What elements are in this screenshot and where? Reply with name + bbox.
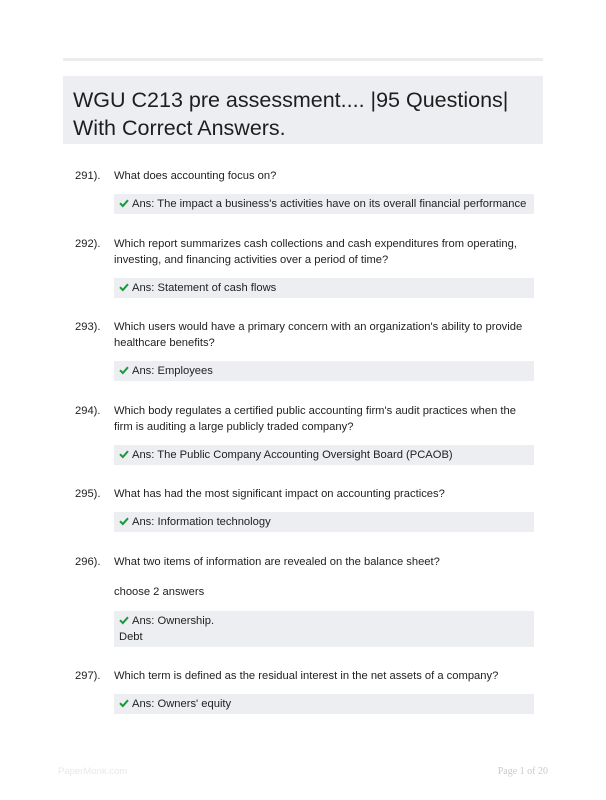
question-text: Which term is defined as the residual interest in the net assets of a company? (114, 670, 499, 682)
question-note: choose 2 answers (114, 586, 205, 598)
answer-box (114, 611, 534, 647)
answer-text: Ans: Statement of cash flows (132, 282, 277, 294)
answer-box (114, 278, 534, 298)
page-title: WGU C213 pre assessment.... |95 Questions| With Correct Answers. (73, 88, 509, 140)
check-icon (119, 615, 129, 625)
question-number: 295). (75, 488, 101, 500)
title-banner (63, 76, 543, 144)
answer-text-line2: Debt (119, 631, 143, 643)
question-number: 294). (75, 405, 101, 417)
question-number: 296). (75, 556, 101, 568)
check-icon (119, 449, 129, 459)
question-number: 293). (75, 321, 101, 333)
answer-text: Ans: The Public Company Accounting Oversight Board (PCAOB) (132, 449, 453, 461)
check-icon (119, 365, 129, 375)
check-icon (119, 698, 129, 708)
question-text: What has had the most significant impact on accounting practices? (114, 488, 445, 500)
answer-box (114, 694, 534, 714)
answer-box (114, 445, 534, 465)
question-number: 292). (75, 238, 101, 250)
question-text: What does accounting focus on? (114, 170, 277, 182)
check-icon (119, 516, 129, 526)
question-number: 291). (75, 170, 101, 182)
answer-box (114, 361, 534, 381)
question-text: Which report summarizes cash collections and cash expenditures from operating, investing, and financing activities over a period of time? (114, 238, 517, 266)
answer-text: Ans: Ownership. (132, 615, 215, 627)
top-divider (63, 58, 543, 61)
answer-box (114, 194, 534, 214)
question-text: Which users would have a primary concern with an organization's ability to provide healthcare benefits? (114, 321, 523, 349)
question-text: Which body regulates a certified public accounting firm's audit practices when the firm is auditing a large publicly traded company? (114, 405, 516, 433)
answer-text: Ans: Employees (132, 365, 213, 377)
footer-watermark: PaperMonk.com (58, 766, 128, 777)
answer-box (114, 512, 534, 532)
answer-text: Ans: The impact a business's activities have on its overall financial performance (132, 198, 527, 210)
question-number: 297). (75, 670, 101, 682)
check-icon (119, 282, 129, 292)
page-number: Page 1 of 20 (497, 766, 548, 777)
check-icon (119, 198, 129, 208)
question-text: What two items of information are revealed on the balance sheet? (114, 556, 440, 568)
answer-text: Ans: Information technology (132, 516, 271, 528)
answer-text: Ans: Owners' equity (132, 698, 232, 710)
